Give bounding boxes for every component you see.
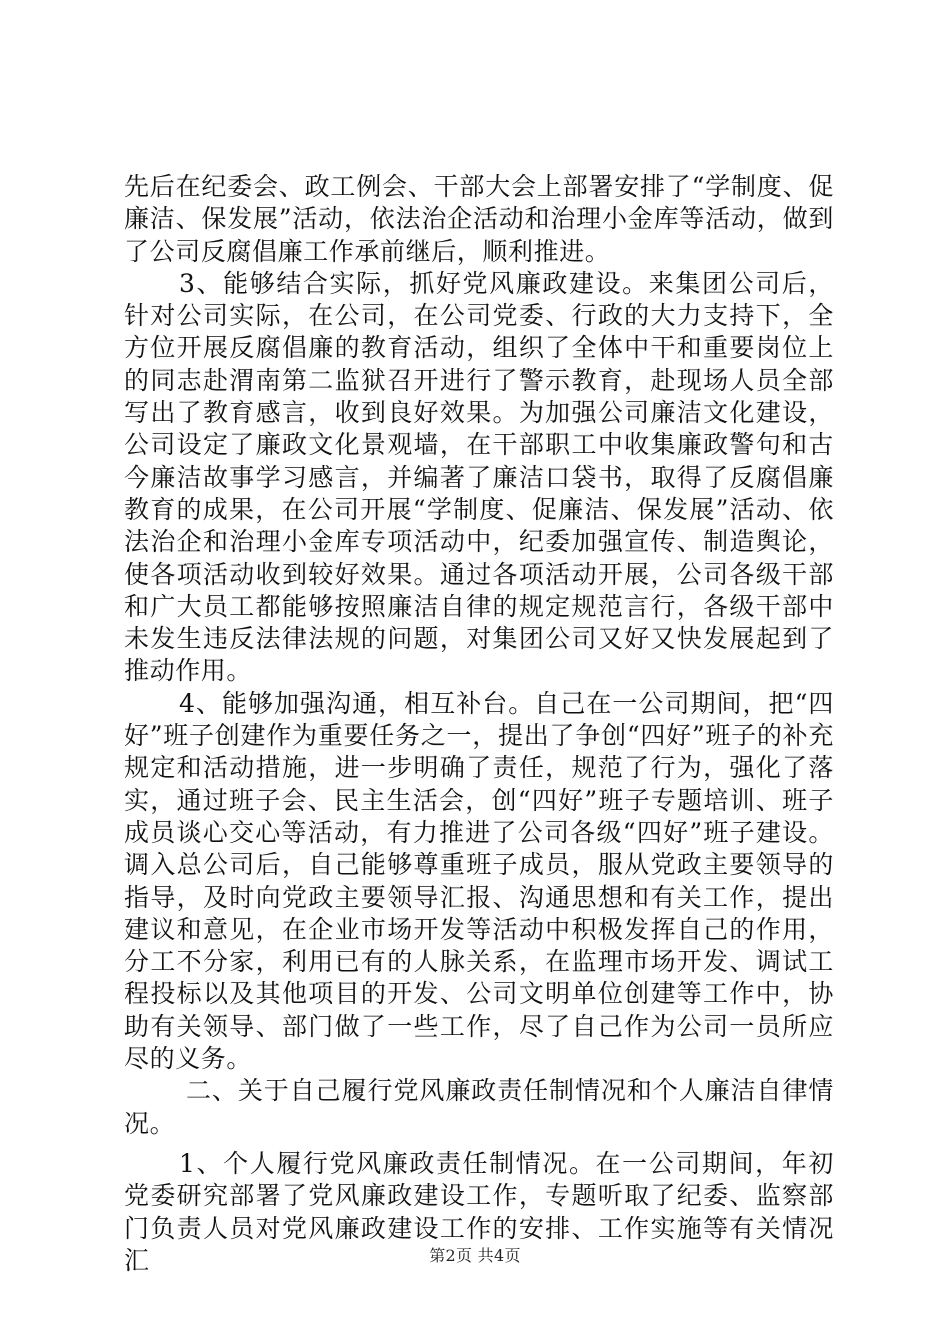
paragraph-item-4: 4、能够加强沟通，相互补台。自己在一公司期间，把“四好”班子创建作为重要任务之一，提出了争创“四好”班子的补充规定和活动措施，进一步明确了责任，规范了行为，强化了落实，通过班子会、民主生活会，创“四好”班子专题培训、班子成员谈心交心等活动，有力推进了公司各级“四好”班子建设。调入总公司后，自己能够尊重班子成员，服从党政主要领导的指导，及时向党政主要领导汇报、沟通思想和有关工作，提出建议和意见，在企业市场开发等活动中积极发挥自己的作用，分工不分家，利用已有的人脉关系，在监理市场开发、调试工程投标以及其他项目的开发、公司文明单位创建等工作中，协助有关领导、部门做了一些工作，尽了自己作为公司一员所应尽的义务。 [124,688,834,1074]
paragraph-item-3: 3、能够结合实际，抓好党风廉政建设。来集团公司后，针对公司实际，在公司，在公司党委、行政的大力支持下，全方位开展反腐倡廉的教育活动，组织了全体中干和重要岗位上的同志赴渭南第二监狱召开进行了警示教育，赴现场人员全部写出了教育感言，收到良好效果。为加强公司廉洁文化建设，公司设定了廉政文化景观墙，在干部职工中收集廉政警句和古今廉洁故事学习感言，并编著了廉洁口袋书，取得了反腐倡廉教育的成果，在公司开展“学制度、促廉洁、保发展”活动、依法治企和治理小金库专项活动中，纪委加强宣传、制造舆论，使各项活动收到较好效果。通过各项活动开展，公司各级干部和广大员工都能够按照廉洁自律的规定规范言行，各级干部中未发生违反法律法规的问题，对集团公司又好又快发展起到了推动作用。 [124,268,834,686]
document-body [124,171,834,1277]
page-number-footer: 第2页 共4页 [429,1246,521,1265]
section-heading-2: 二、关于自己履行党风廉政责任制情况和个人廉洁自律情况。 [124,1076,834,1138]
paragraph-continuation: 先后在纪委会、政工例会、干部大会上部署安排了“学制度、促廉洁、保发展”活动，依法治企活动和治理小金库等活动，做到了公司反腐倡廉工作承前继后，顺利推进。 [124,172,834,266]
paragraph-item-1: 1、个人履行党风廉政责任制情况。在一公司期间，年初党委研究部署了党风廉政建设工作，专题听取了纪委、监察部门负责人员对党风廉政建设工作的安排、工作实施等有关情况汇 [124,1148,834,1275]
